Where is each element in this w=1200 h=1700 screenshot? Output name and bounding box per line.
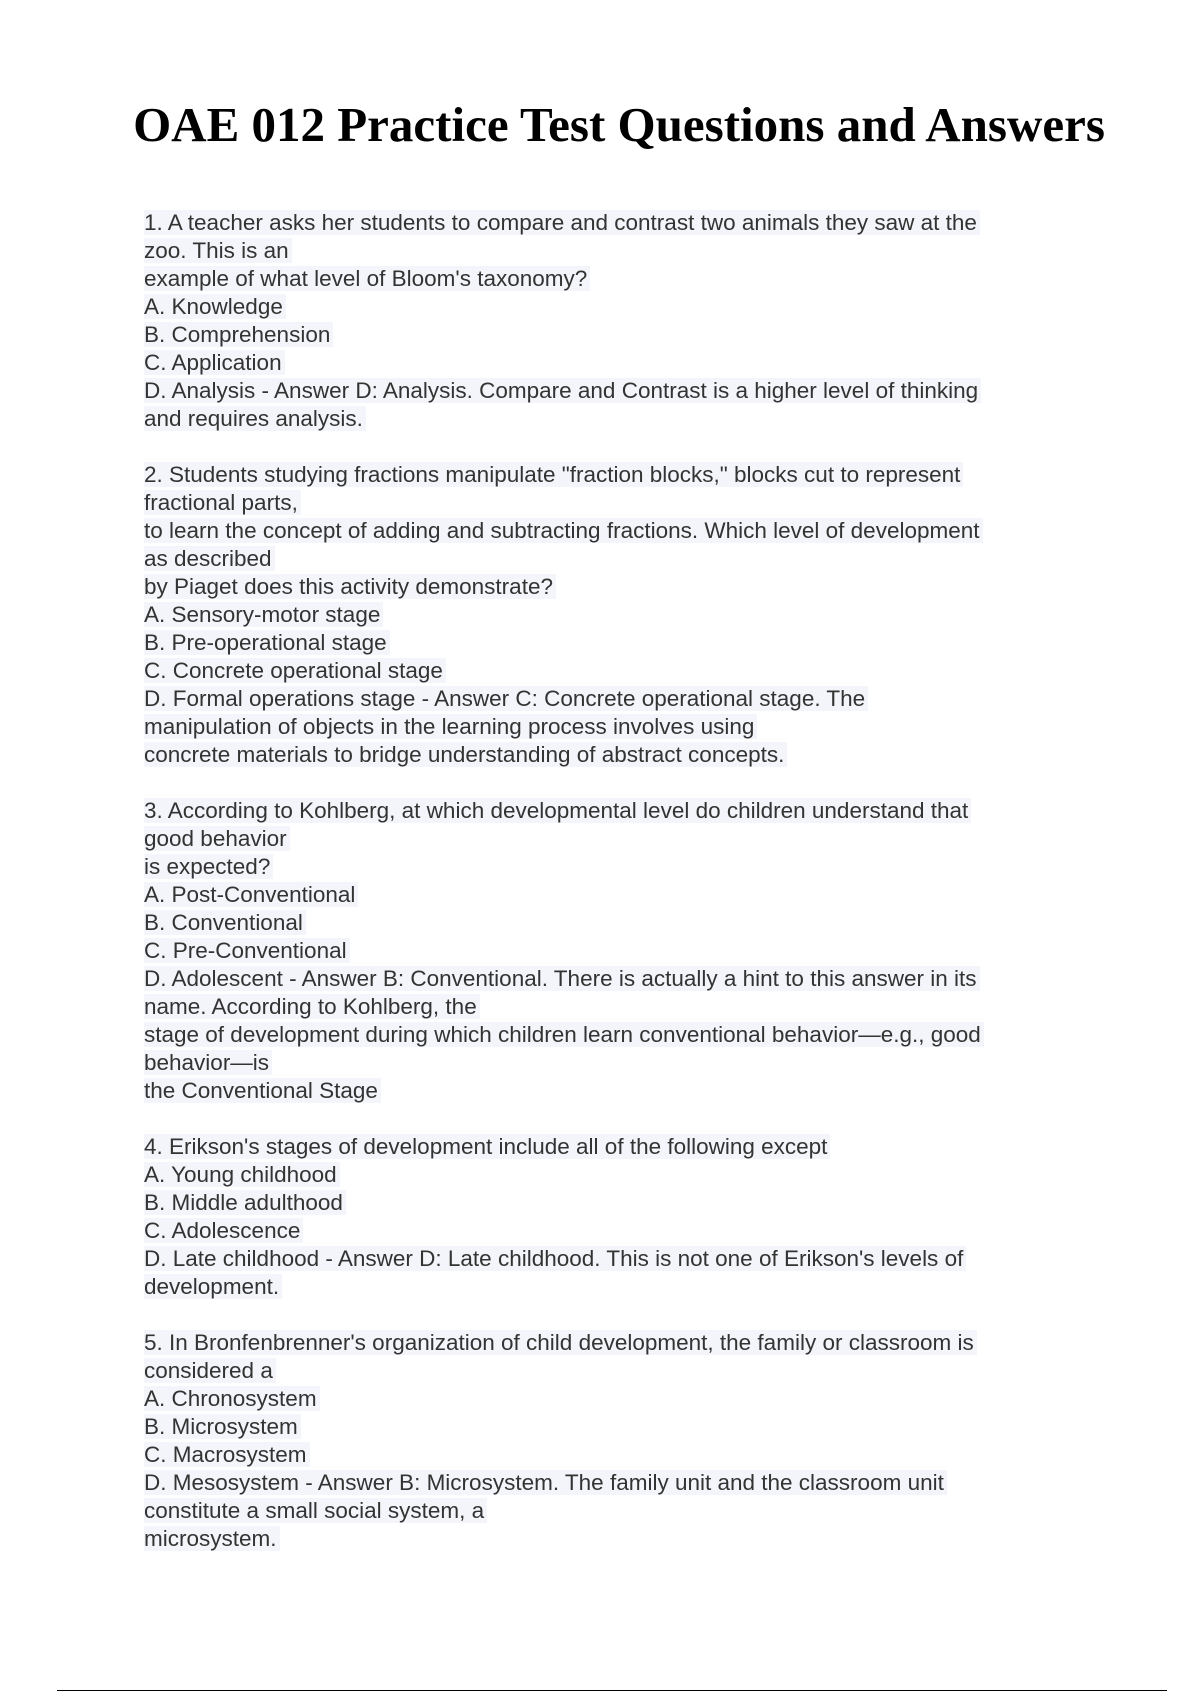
question-line: zoo. This is an	[144, 237, 1044, 265]
answer-explanation: microsystem.	[144, 1525, 1044, 1553]
answer-explanation: the Conventional Stage	[144, 1077, 1044, 1105]
answer-explanation: name. According to Kohlberg, the	[144, 993, 1044, 1021]
answer-explanation: and requires analysis.	[144, 405, 1044, 433]
question-list	[144, 209, 1044, 1581]
question-line: 1. A teacher asks her students to compare and contrast two animals they saw at the	[144, 209, 1044, 237]
answer-option: A. Post-Conventional	[144, 881, 1044, 909]
answer-explanation: concrete materials to bridge understanding of abstract concepts.	[144, 741, 1044, 769]
question-line: to learn the concept of adding and subtracting fractions. Which level of development	[144, 517, 1044, 545]
question-line: by Piaget does this activity demonstrate?	[144, 573, 1044, 601]
answer-option: C. Pre-Conventional	[144, 937, 1044, 965]
answer-explanation: constitute a small social system, a	[144, 1497, 1044, 1525]
answer-explanation: D. Adolescent - Answer B: Conventional. There is actually a hint to this answer in its	[144, 965, 1044, 993]
question-2	[144, 461, 1044, 769]
question-3	[144, 797, 1044, 1105]
question-line: example of what level of Bloom's taxonomy?	[144, 265, 1044, 293]
answer-option: A. Chronosystem	[144, 1385, 1044, 1413]
answer-option: A. Young childhood	[144, 1161, 1044, 1189]
question-line: 4. Erikson's stages of development include all of the following except	[144, 1133, 1044, 1161]
answer-option: A. Knowledge	[144, 293, 1044, 321]
question-line: 3. According to Kohlberg, at which developmental level do children understand that	[144, 797, 1044, 825]
answer-option: C. Concrete operational stage	[144, 657, 1044, 685]
answer-option: B. Microsystem	[144, 1413, 1044, 1441]
answer-explanation: behavior—is	[144, 1049, 1044, 1077]
question-5	[144, 1329, 1044, 1553]
question-line: good behavior	[144, 825, 1044, 853]
question-line: 5. In Bronfenbrenner's organization of child development, the family or classroom is	[144, 1329, 1044, 1357]
answer-explanation: D. Late childhood - Answer D: Late childhood. This is not one of Erikson's levels of	[144, 1245, 1044, 1273]
answer-option: C. Application	[144, 349, 1044, 377]
answer-option: C. Adolescence	[144, 1217, 1044, 1245]
question-line: is expected?	[144, 853, 1044, 881]
answer-option: B. Pre-operational stage	[144, 629, 1044, 657]
question-line: as described	[144, 545, 1044, 573]
answer-explanation: manipulation of objects in the learning process involves using	[144, 713, 1044, 741]
answer-option: A. Sensory-motor stage	[144, 601, 1044, 629]
footer-divider	[57, 1690, 1167, 1691]
answer-explanation: D. Analysis - Answer D: Analysis. Compare and Contrast is a higher level of thinking	[144, 377, 1044, 405]
page-title: OAE 012 Practice Test Questions and Answers	[133, 97, 1105, 152]
answer-option: B. Comprehension	[144, 321, 1044, 349]
answer-explanation: D. Mesosystem - Answer B: Microsystem. The family unit and the classroom unit	[144, 1469, 1044, 1497]
question-line: considered a	[144, 1357, 1044, 1385]
answer-explanation: D. Formal operations stage - Answer C: Concrete operational stage. The	[144, 685, 1044, 713]
question-1	[144, 209, 1044, 433]
answer-option: B. Middle adulthood	[144, 1189, 1044, 1217]
question-4	[144, 1133, 1044, 1301]
answer-option: B. Conventional	[144, 909, 1044, 937]
answer-explanation: development.	[144, 1273, 1044, 1301]
question-line: 2. Students studying fractions manipulate "fraction blocks," blocks cut to represent	[144, 461, 1044, 489]
answer-option: C. Macrosystem	[144, 1441, 1044, 1469]
question-line: fractional parts,	[144, 489, 1044, 517]
answer-explanation: stage of development during which children learn conventional behavior—e.g., good	[144, 1021, 1044, 1049]
